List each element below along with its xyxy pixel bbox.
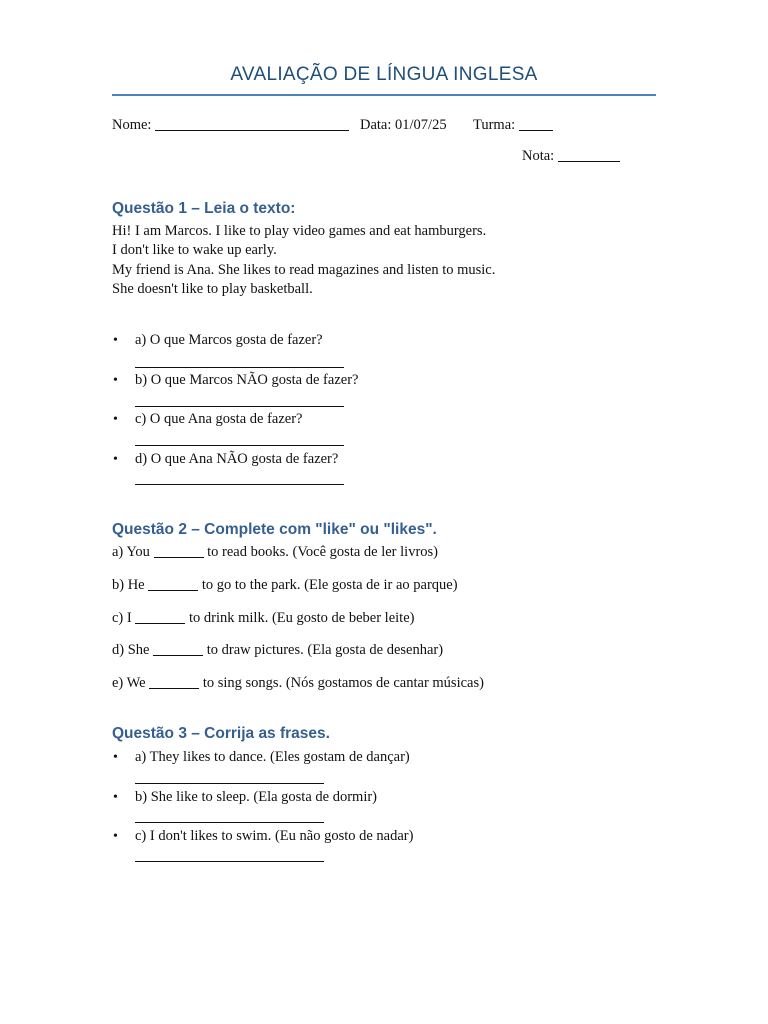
grade-blank[interactable] xyxy=(558,161,620,162)
bullet: • xyxy=(113,373,118,388)
fill-blank[interactable] xyxy=(149,688,199,689)
text-line: My friend is Ana. She likes to read magazines and listen to music. xyxy=(112,261,496,278)
bullet: • xyxy=(113,452,118,467)
question-2-item-b xyxy=(112,577,458,594)
fill-prefix: a) You xyxy=(112,544,150,560)
bullet: • xyxy=(113,829,118,844)
fill-prefix: b) He xyxy=(112,577,145,593)
fill-prefix: e) We xyxy=(112,675,146,691)
answer-line[interactable] xyxy=(135,367,344,368)
fill-suffix: to draw pictures. (Ela gosta de desenhar) xyxy=(206,642,444,658)
answer-line[interactable] xyxy=(135,484,344,485)
question-1-item-d: d) O que Ana NÃO gosta de fazer? xyxy=(135,451,339,467)
question-1-item-a: a) O que Marcos gosta de fazer? xyxy=(135,332,323,348)
question-2-item-c xyxy=(112,610,414,627)
fill-blank[interactable] xyxy=(135,623,185,624)
fill-blank[interactable] xyxy=(154,557,204,558)
question-3-item-b: b) She like to sleep. (Ela gosta de dormir) xyxy=(135,789,378,805)
fill-suffix: to read books. (Você gosta de ler livros) xyxy=(207,544,438,560)
question-2-item-d xyxy=(112,642,443,659)
bullet: • xyxy=(113,750,118,765)
answer-line[interactable] xyxy=(135,445,344,446)
question-1-item-c: c) O que Ana gosta de fazer? xyxy=(135,411,303,427)
title-divider xyxy=(112,94,656,96)
fill-blank[interactable] xyxy=(148,590,198,591)
question-1-text xyxy=(112,222,495,299)
fill-suffix: to go to the park. (Ele gosta de ir ao parque) xyxy=(201,577,458,593)
question-3-item-a: a) They likes to dance. (Eles gostam de dançar) xyxy=(135,749,410,765)
name-label: Nome: xyxy=(112,117,152,133)
answer-line[interactable] xyxy=(135,406,344,407)
class-field-row xyxy=(473,116,553,134)
question-2-item-a xyxy=(112,544,438,561)
answer-line[interactable] xyxy=(135,822,324,823)
question-3-item-c: c) I don't likes to swim. (Eu não gosto de nadar) xyxy=(135,828,414,844)
class-label: Turma: xyxy=(473,117,516,133)
text-line: She doesn't like to play basketball. xyxy=(112,280,313,297)
bullet: • xyxy=(113,790,118,805)
text-line: I don't like to wake up early. xyxy=(112,242,277,259)
class-blank[interactable] xyxy=(519,130,553,131)
answer-line[interactable] xyxy=(135,783,324,784)
name-field-row xyxy=(112,116,349,134)
date-label: Data: 01/07/25 xyxy=(360,117,447,133)
fill-blank[interactable] xyxy=(153,655,203,656)
fill-suffix: to sing songs. (Nós gostamos de cantar músicas) xyxy=(202,675,484,691)
fill-suffix: to drink milk. (Eu gosto de beber leite) xyxy=(188,610,415,626)
answer-line[interactable] xyxy=(135,861,324,862)
name-blank[interactable] xyxy=(155,130,349,131)
question-2-item-e xyxy=(112,675,484,692)
question-3-heading: Questão 3 – Corrija as frases. xyxy=(112,725,330,742)
bullet: • xyxy=(113,333,118,348)
question-1-heading: Questão 1 – Leia o texto: xyxy=(112,200,296,217)
bullet: • xyxy=(113,412,118,427)
page-title: AVALIAÇÃO DE LÍNGUA INGLESA xyxy=(230,64,538,85)
fill-prefix: d) She xyxy=(112,642,150,658)
grade-field-row xyxy=(522,147,620,165)
text-line: Hi! I am Marcos. I like to play video games and eat hamburgers. xyxy=(112,223,487,239)
fill-prefix: c) I xyxy=(112,610,132,626)
question-1-item-b: b) O que Marcos NÃO gosta de fazer? xyxy=(135,372,359,388)
question-2-heading: Questão 2 – Complete com "like" ou "likes". xyxy=(112,521,437,538)
grade-label: Nota: xyxy=(522,148,555,164)
